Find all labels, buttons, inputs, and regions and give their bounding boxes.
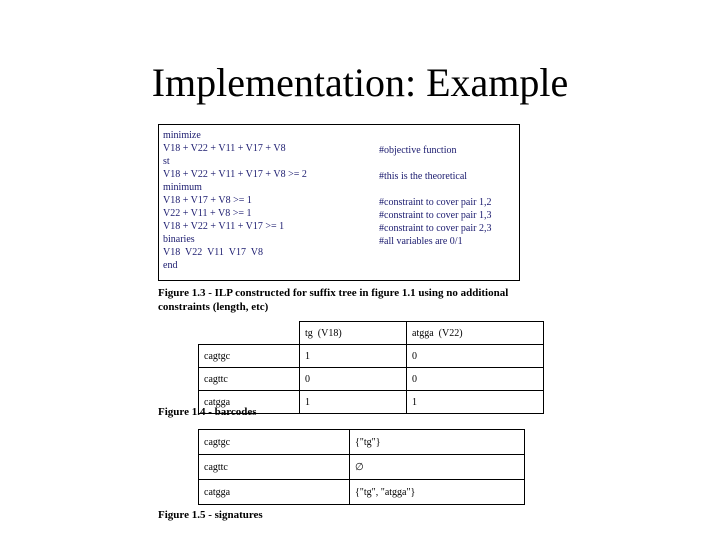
table-cell: ∅ <box>350 455 525 480</box>
slide-title: Implementation: Example <box>151 60 569 105</box>
table-cell: 0 <box>300 368 407 391</box>
signature-table <box>198 429 525 505</box>
figure-1-4-caption: Figure 1.4 - barcodes <box>158 406 257 418</box>
table-cell: cagtgc <box>199 430 350 455</box>
ilp-comment: #constraint to cover pair 2,3 <box>379 223 492 234</box>
ilp-line: V18 + V22 + V11 + V17 >= 1 <box>163 221 285 232</box>
table-cell: 1 <box>300 391 407 414</box>
ilp-line: binaries <box>163 234 195 245</box>
ilp-line: minimum <box>163 182 202 193</box>
table-cell: {"tg", "atgga"} <box>350 480 525 505</box>
figure-1-5-caption: Figure 1.5 - signatures <box>158 509 263 521</box>
table-row <box>199 345 544 368</box>
table-header-cell: tg (V18) <box>300 322 407 345</box>
table-header-row <box>199 322 544 345</box>
ilp-code-box <box>158 124 520 281</box>
ilp-comment: #this is the theoretical <box>379 171 468 182</box>
table-header-cell: atgga (V22) <box>407 322 544 345</box>
table-row <box>199 455 525 480</box>
ilp-line: V18 + V22 + V11 + V17 + V8 >= 2 <box>163 169 307 180</box>
table-row <box>199 368 544 391</box>
ilp-line: minimize <box>163 130 201 141</box>
table-cell: cagtgc <box>199 345 300 368</box>
table-header-cell <box>199 322 300 345</box>
ilp-line: V22 + V11 + V8 >= 1 <box>163 208 252 219</box>
ilp-line: V18 + V17 + V8 >= 1 <box>163 195 252 206</box>
ilp-line: st <box>163 156 170 167</box>
ilp-line: V18 + V22 + V11 + V17 + V8 <box>163 143 286 154</box>
table-cell: {"tg"} <box>350 430 525 455</box>
ilp-comment: #all variables are 0/1 <box>379 236 463 247</box>
table-cell: cagttc <box>199 455 350 480</box>
ilp-comment: #constraint to cover pair 1,3 <box>379 210 492 221</box>
figure-1-3-caption: Figure 1.3 - ILP constructed for suffix tree in figure 1.1 using no additional constraints (length, etc) <box>158 287 509 313</box>
ilp-comment: #constraint to cover pair 1,2 <box>379 197 492 208</box>
table-cell: 1 <box>300 345 407 368</box>
table-row <box>199 480 525 505</box>
table-cell: 0 <box>407 368 544 391</box>
table-cell: catgga <box>199 480 350 505</box>
table-cell: 1 <box>407 391 544 414</box>
barcode-table <box>198 321 544 414</box>
ilp-line: end <box>163 260 178 271</box>
table-cell: cagttc <box>199 368 300 391</box>
ilp-line: V18 V22 V11 V17 V8 <box>163 247 264 258</box>
table-cell: 0 <box>407 345 544 368</box>
table-row <box>199 430 525 455</box>
table-cell: catgga <box>199 391 300 414</box>
ilp-comment: #objective function <box>379 145 457 156</box>
